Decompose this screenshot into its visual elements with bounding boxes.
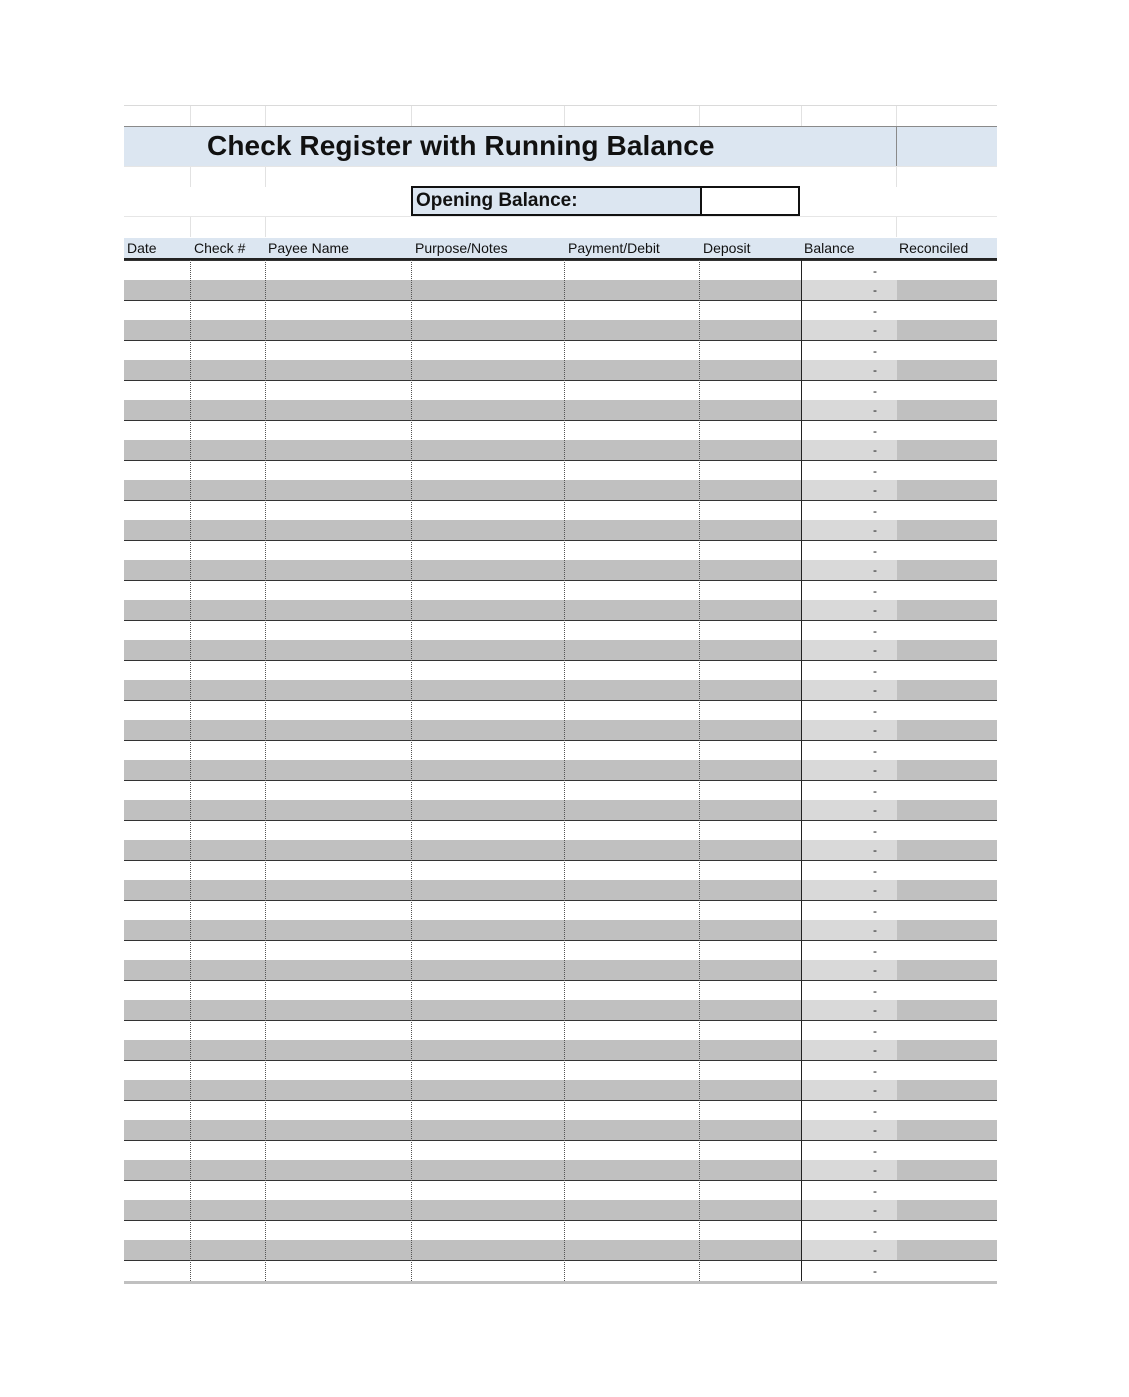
register-row[interactable] — [124, 1200, 997, 1220]
register-row[interactable] — [124, 400, 997, 420]
register-row[interactable] — [124, 960, 997, 980]
reconciled-cell[interactable] — [897, 1061, 997, 1080]
register-row[interactable] — [124, 540, 997, 560]
reconciled-cell[interactable] — [897, 981, 997, 1000]
register-row[interactable] — [124, 1000, 997, 1020]
balance-value: - — [873, 1123, 877, 1137]
balance-cell — [801, 501, 897, 520]
balance-cell — [801, 1200, 897, 1220]
column-header-reconciled: Reconciled — [899, 240, 969, 256]
reconciled-cell[interactable] — [897, 701, 997, 720]
balance-value: - — [873, 704, 877, 718]
balance-cell — [801, 400, 897, 420]
register-row[interactable] — [124, 940, 997, 960]
balance-value: - — [873, 464, 877, 478]
column-divider — [801, 260, 802, 1283]
balance-cell — [801, 920, 897, 940]
balance-cell — [801, 1120, 897, 1140]
opening-balance-label: Opening Balance: — [416, 190, 578, 211]
register-row[interactable] — [124, 280, 997, 300]
balance-cell — [801, 541, 897, 560]
register-row[interactable] — [124, 640, 997, 660]
balance-cell — [801, 381, 897, 400]
balance-value: - — [873, 683, 877, 697]
balance-cell — [801, 1160, 897, 1180]
balance-cell — [801, 581, 897, 600]
balance-cell — [801, 341, 897, 360]
balance-cell — [801, 1080, 897, 1100]
balance-cell — [801, 1240, 897, 1260]
balance-value: - — [873, 904, 877, 918]
reconciled-cell[interactable] — [897, 320, 997, 340]
reconciled-cell[interactable] — [897, 360, 997, 380]
register-row[interactable] — [124, 800, 997, 820]
balance-value: - — [873, 523, 877, 537]
reconciled-cell[interactable] — [897, 600, 997, 620]
register-row[interactable] — [124, 680, 997, 700]
reconciled-cell[interactable] — [897, 741, 997, 760]
balance-value: - — [873, 944, 877, 958]
register-row[interactable] — [124, 980, 997, 1000]
balance-value: - — [873, 744, 877, 758]
column-header-purpose-notes: Purpose/Notes — [415, 240, 508, 256]
balance-value: - — [873, 1184, 877, 1198]
column-header-payment-debit: Payment/Debit — [568, 240, 660, 256]
balance-cell — [801, 701, 897, 720]
reconciled-cell[interactable] — [897, 261, 997, 280]
title-bar — [124, 126, 997, 167]
reconciled-cell[interactable] — [897, 960, 997, 980]
balance-value: - — [873, 723, 877, 737]
balance-value: - — [873, 864, 877, 878]
reconciled-cell[interactable] — [897, 661, 997, 680]
balance-value: - — [873, 544, 877, 558]
balance-value: - — [873, 1163, 877, 1177]
balance-cell — [801, 1021, 897, 1040]
reconciled-cell[interactable] — [897, 381, 997, 400]
column-header-row — [124, 238, 997, 260]
register-row[interactable] — [124, 1260, 997, 1280]
register-row[interactable] — [124, 500, 997, 520]
register-row[interactable] — [124, 1100, 997, 1120]
reconciled-cell[interactable] — [897, 861, 997, 880]
reconciled-cell[interactable] — [897, 501, 997, 520]
register-row[interactable] — [124, 480, 997, 500]
balance-value: - — [873, 283, 877, 297]
register-row[interactable] — [124, 760, 997, 780]
reconciled-cell[interactable] — [897, 800, 997, 820]
balance-value: - — [873, 1083, 877, 1097]
balance-cell — [801, 1221, 897, 1240]
balance-value: - — [873, 603, 877, 617]
blank-gridline-row — [124, 166, 997, 187]
register-row[interactable] — [124, 600, 997, 620]
reconciled-cell[interactable] — [897, 301, 997, 320]
register-row[interactable] — [124, 260, 997, 280]
column-header-date: Date — [127, 240, 157, 256]
column-header-deposit: Deposit — [703, 240, 751, 256]
register-row[interactable] — [124, 740, 997, 760]
reconciled-cell[interactable] — [897, 1141, 997, 1160]
reconciled-cell[interactable] — [897, 1080, 997, 1100]
register-row[interactable] — [124, 560, 997, 580]
balance-value: - — [873, 984, 877, 998]
balance-value: - — [873, 923, 877, 937]
balance-cell — [801, 741, 897, 760]
balance-cell — [801, 680, 897, 700]
reconciled-cell[interactable] — [897, 1160, 997, 1180]
reconciled-cell[interactable] — [897, 640, 997, 660]
balance-cell — [801, 941, 897, 960]
register-row[interactable] — [124, 360, 997, 380]
balance-cell — [801, 600, 897, 620]
register-row[interactable] — [124, 1080, 997, 1100]
balance-value: - — [873, 264, 877, 278]
register-row[interactable] — [124, 520, 997, 540]
balance-value: - — [873, 1243, 877, 1257]
balance-cell — [801, 1261, 897, 1280]
reconciled-cell[interactable] — [897, 760, 997, 780]
balance-cell — [801, 800, 897, 820]
column-header-payee-name: Payee Name — [268, 240, 349, 256]
blank-gridline-row — [124, 105, 997, 126]
balance-value: - — [873, 1043, 877, 1057]
balance-cell — [801, 480, 897, 500]
register-row[interactable] — [124, 460, 997, 480]
register-row[interactable] — [124, 880, 997, 900]
reconciled-cell[interactable] — [897, 461, 997, 480]
reconciled-cell[interactable] — [897, 821, 997, 840]
register-row[interactable] — [124, 1160, 997, 1180]
reconciled-cell[interactable] — [897, 1221, 997, 1240]
reconciled-cell[interactable] — [897, 1200, 997, 1220]
reconciled-cell[interactable] — [897, 541, 997, 560]
balance-cell — [801, 320, 897, 340]
register-row[interactable] — [124, 1020, 997, 1040]
balance-value: - — [873, 1003, 877, 1017]
balance-value: - — [873, 584, 877, 598]
register-row[interactable] — [124, 1040, 997, 1060]
reconciled-cell[interactable] — [897, 280, 997, 300]
page-title: Check Register with Running Balance — [207, 130, 715, 161]
register-row[interactable] — [124, 1060, 997, 1080]
balance-cell — [801, 901, 897, 920]
balance-cell — [801, 1040, 897, 1060]
balance-cell — [801, 520, 897, 540]
register-row[interactable] — [124, 920, 997, 940]
reconciled-cell[interactable] — [897, 621, 997, 640]
balance-cell — [801, 421, 897, 440]
register-row[interactable] — [124, 780, 997, 800]
balance-value: - — [873, 424, 877, 438]
balance-cell — [801, 840, 897, 860]
balance-cell — [801, 861, 897, 880]
register-row[interactable] — [124, 340, 997, 360]
balance-cell — [801, 781, 897, 800]
balance-value: - — [873, 1104, 877, 1118]
register-row[interactable] — [124, 1240, 997, 1260]
register-row[interactable] — [124, 420, 997, 440]
balance-value: - — [873, 883, 877, 897]
register-row[interactable] — [124, 900, 997, 920]
balance-value: - — [873, 323, 877, 337]
reconciled-cell[interactable] — [897, 1000, 997, 1020]
reconciled-cell[interactable] — [897, 1120, 997, 1140]
balance-cell — [801, 661, 897, 680]
reconciled-cell[interactable] — [897, 840, 997, 860]
balance-value: - — [873, 1264, 877, 1278]
balance-value: - — [873, 784, 877, 798]
reconciled-cell[interactable] — [897, 341, 997, 360]
balance-cell — [801, 981, 897, 1000]
register-row[interactable] — [124, 1180, 997, 1200]
balance-value: - — [873, 363, 877, 377]
balance-value: - — [873, 1024, 877, 1038]
balance-cell — [801, 1101, 897, 1120]
balance-value: - — [873, 643, 877, 657]
balance-cell — [801, 560, 897, 580]
register-rows — [124, 260, 997, 1280]
column-divider — [411, 260, 412, 1283]
column-header-balance: Balance — [804, 240, 855, 256]
balance-value: - — [873, 504, 877, 518]
register-row[interactable] — [124, 720, 997, 740]
reconciled-cell[interactable] — [897, 781, 997, 800]
balance-value: - — [873, 1064, 877, 1078]
balance-cell — [801, 1000, 897, 1020]
check-register-sheet — [124, 105, 997, 1283]
balance-value: - — [873, 843, 877, 857]
register-row[interactable] — [124, 820, 997, 840]
balance-value: - — [873, 1203, 877, 1217]
balance-cell — [801, 301, 897, 320]
reconciled-cell[interactable] — [897, 480, 997, 500]
reconciled-cell[interactable] — [897, 941, 997, 960]
balance-value: - — [873, 483, 877, 497]
balance-cell — [801, 1061, 897, 1080]
balance-cell — [801, 261, 897, 280]
balance-value: - — [873, 664, 877, 678]
balance-value: - — [873, 624, 877, 638]
reconciled-cell[interactable] — [897, 1240, 997, 1260]
reconciled-cell[interactable] — [897, 1261, 997, 1280]
register-row[interactable] — [124, 700, 997, 720]
register-row[interactable] — [124, 580, 997, 600]
balance-value: - — [873, 563, 877, 577]
reconciled-cell[interactable] — [897, 1181, 997, 1200]
reconciled-cell[interactable] — [897, 920, 997, 940]
register-row[interactable] — [124, 660, 997, 680]
balance-value: - — [873, 443, 877, 457]
balance-cell — [801, 1181, 897, 1200]
sheet-bottom-edge — [124, 1281, 997, 1284]
balance-value: - — [873, 803, 877, 817]
column-divider — [265, 260, 266, 1283]
balance-value: - — [873, 1144, 877, 1158]
blank-gridline-row — [124, 216, 997, 237]
balance-cell — [801, 461, 897, 480]
opening-balance-label-cell — [413, 188, 702, 214]
column-divider — [564, 260, 565, 1283]
balance-value: - — [873, 344, 877, 358]
balance-cell — [801, 720, 897, 740]
balance-cell — [801, 821, 897, 840]
reconciled-cell[interactable] — [897, 880, 997, 900]
balance-cell — [801, 760, 897, 780]
balance-value: - — [873, 304, 877, 318]
reconciled-cell[interactable] — [897, 581, 997, 600]
register-row[interactable] — [124, 300, 997, 320]
reconciled-cell[interactable] — [897, 400, 997, 420]
balance-cell — [801, 621, 897, 640]
register-row[interactable] — [124, 320, 997, 340]
reconciled-cell[interactable] — [897, 421, 997, 440]
balance-cell — [801, 1141, 897, 1160]
balance-value: - — [873, 963, 877, 977]
reconciled-cell[interactable] — [897, 520, 997, 540]
balance-cell — [801, 280, 897, 300]
balance-value: - — [873, 824, 877, 838]
register-row[interactable] — [124, 860, 997, 880]
reconciled-cell[interactable] — [897, 680, 997, 700]
reconciled-cell[interactable] — [897, 1040, 997, 1060]
reconciled-cell[interactable] — [897, 560, 997, 580]
column-divider — [699, 260, 700, 1283]
balance-cell — [801, 360, 897, 380]
column-header-check-number: Check # — [194, 240, 246, 256]
reconciled-cell[interactable] — [897, 720, 997, 740]
register-row[interactable] — [124, 1120, 997, 1140]
reconciled-cell[interactable] — [897, 1101, 997, 1120]
reconciled-cell[interactable] — [897, 440, 997, 460]
column-divider — [190, 260, 191, 1283]
register-row[interactable] — [124, 1140, 997, 1160]
register-row[interactable] — [124, 1220, 997, 1240]
reconciled-cell[interactable] — [897, 901, 997, 920]
register-row[interactable] — [124, 840, 997, 860]
register-row[interactable] — [124, 380, 997, 400]
balance-cell — [801, 440, 897, 460]
register-row[interactable] — [124, 620, 997, 640]
balance-cell — [801, 640, 897, 660]
reconciled-cell[interactable] — [897, 1021, 997, 1040]
balance-value: - — [873, 1224, 877, 1238]
register-row[interactable] — [124, 440, 997, 460]
balance-value: - — [873, 763, 877, 777]
balance-cell — [801, 960, 897, 980]
opening-balance-box — [411, 186, 800, 216]
balance-value: - — [873, 384, 877, 398]
balance-cell — [801, 880, 897, 900]
balance-value: - — [873, 403, 877, 417]
